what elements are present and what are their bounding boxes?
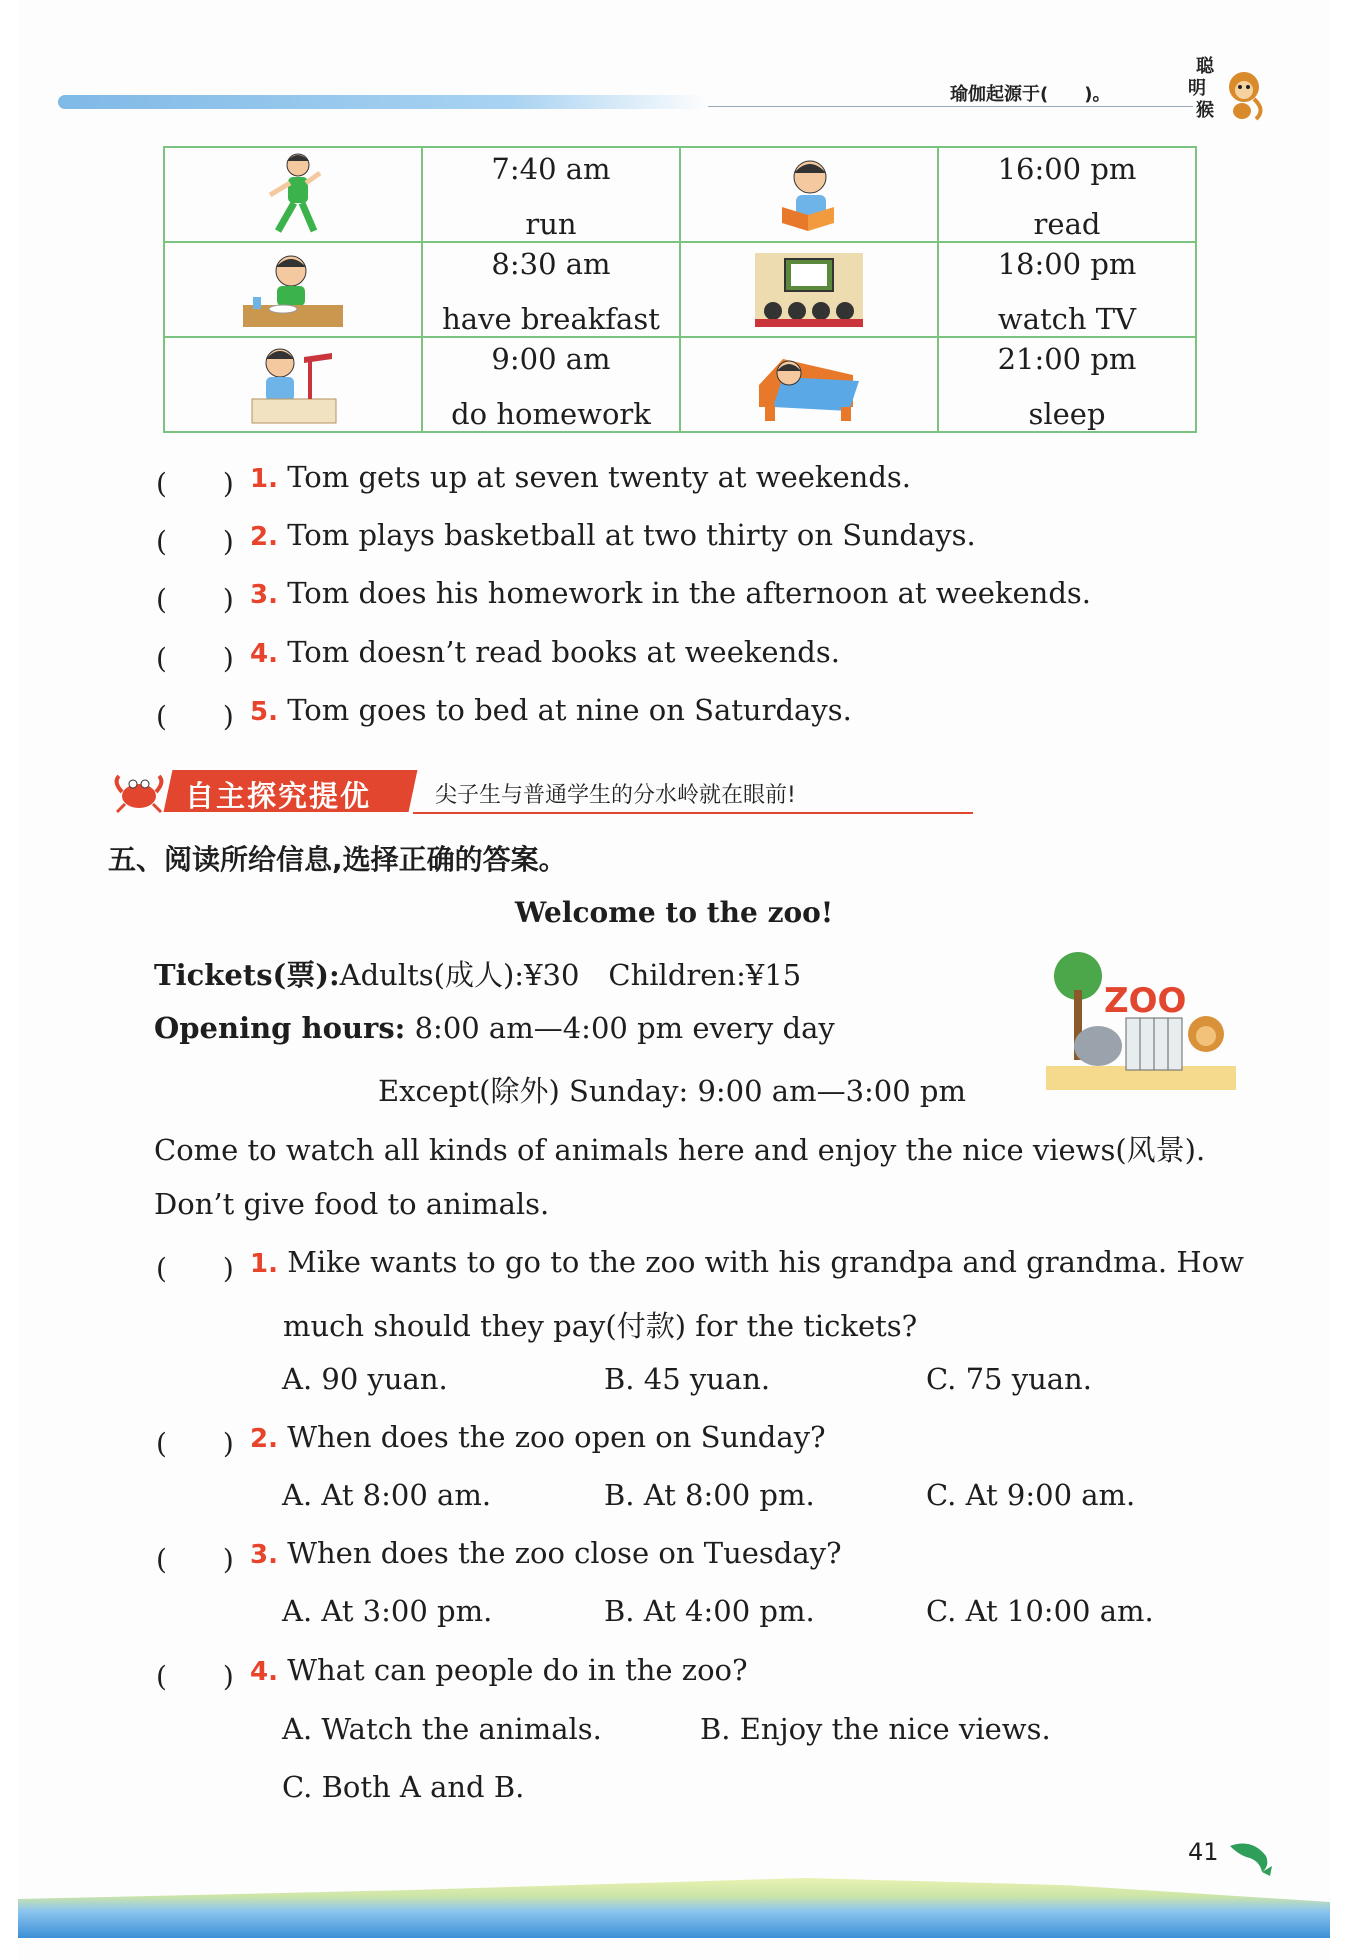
schedule-activity: have breakfast [442,302,660,336]
question-text: Tom goes to bed at nine on Saturdays. [287,693,852,727]
tickets-label: Tickets(票): [154,958,340,992]
schedule-picture-cell [680,147,938,242]
zoo-sign-text: ZOO [1104,981,1187,1021]
option-b[interactable]: B. Enjoy the nice views. [700,1712,1051,1746]
judge-question [250,518,976,552]
question-number: 3. [250,580,278,610]
header-question: 瑜伽起源于( )。 [950,84,1111,105]
banner-underline [413,812,973,814]
answer-blank[interactable]: ( ) [156,583,234,616]
answer-blank[interactable]: ( ) [156,1427,234,1460]
schedule-activity: watch TV [997,302,1137,336]
question-text: Tom doesn’t read books at weekends. [287,635,840,669]
question-text: Tom gets up at seven twenty at weekends. [287,460,911,494]
answer-blank[interactable]: ( ) [156,642,234,675]
dolphin-icon [1226,1836,1276,1876]
logo-char: 聪 [1196,56,1214,77]
header-rule [708,106,1193,107]
schedule-time: 9:00 am [491,342,611,376]
logo-char: 明 [1188,78,1206,99]
question-text: Tom does his homework in the afternoon at weekends. [287,576,1091,610]
mc-question [250,1653,748,1687]
schedule-time: 21:00 pm [997,342,1137,376]
schedule-cell [422,337,680,432]
question-number: 4. [250,639,278,669]
zoo-gate-icon [1046,950,1236,1090]
option-a[interactable]: A. At 8:00 am. [282,1478,492,1512]
question-number: 1. [250,464,278,494]
question-text-cont: much should they pay(付款) for the tickets? [283,1309,918,1343]
question-number: 4. [250,1657,278,1687]
sleeping-boy-icon [753,345,865,425]
hours-line [154,1011,835,1045]
question-number: 3. [250,1540,278,1570]
schedule-activity: sleep [1028,397,1106,431]
question-text: Mike wants to go to the zoo with his grandpa and grandma. How [287,1245,1244,1279]
question-text: When does the zoo open on Sunday? [287,1420,826,1454]
schedule-picture-cell [680,337,938,432]
monkey-logo-icon [1188,55,1268,125]
answer-blank[interactable]: ( ) [156,700,234,733]
question-number: 5. [250,697,278,727]
notice-line: Come to watch all kinds of animals here and enjoy the nice views(风景). [154,1133,1206,1167]
worksheet-page [18,0,1330,1960]
answer-blank[interactable]: ( ) [156,1660,234,1693]
schedule-table [163,146,1197,433]
schedule-picture-cell [164,337,422,432]
answer-blank[interactable]: ( ) [156,1252,234,1285]
question-number: 2. [250,1424,278,1454]
question-text: What can people do in the zoo? [287,1653,748,1687]
hours-label: Opening hours: [154,1011,406,1045]
mc-question [250,1245,1244,1279]
footer-band [18,1878,1330,1938]
page-number: 41 [1188,1838,1219,1866]
running-boy-icon [258,151,328,239]
banner-subtitle: 尖子生与普通学生的分水岭就在眼前! [435,783,796,808]
schedule-activity: do homework [451,397,651,431]
schedule-cell [422,242,680,337]
option-a[interactable]: A. 90 yuan. [282,1362,448,1396]
logo-char: 猴 [1196,100,1214,121]
question-text: When does the zoo close on Tuesday? [287,1536,842,1570]
answer-blank[interactable]: ( ) [156,467,234,500]
question-text: Tom plays basketball at two thirty on Sundays. [287,518,976,552]
watching-tv-icon [751,249,867,331]
header-band [58,95,708,109]
option-a[interactable]: A. Watch the animals. [282,1712,602,1746]
judge-question [250,635,840,669]
schedule-activity: read [1033,207,1101,241]
schedule-time: 8:30 am [491,247,611,281]
homework-boy-icon [248,343,338,427]
notice-line: Don’t give food to animals. [154,1187,550,1221]
question-number: 2. [250,522,278,552]
reading-boy-icon [774,155,844,235]
judge-question [250,693,852,727]
answer-blank[interactable]: ( ) [156,525,234,558]
schedule-activity: run [525,207,577,241]
schedule-cell [938,337,1196,432]
option-b[interactable]: B. 45 yuan. [604,1362,771,1396]
option-a[interactable]: A. At 3:00 pm. [282,1594,493,1628]
question-number: 1. [250,1249,278,1279]
section-title: 五、阅读所给信息,选择正确的答案。 [108,843,567,876]
breakfast-boy-icon [241,249,345,331]
schedule-row [164,147,1196,242]
schedule-row [164,242,1196,337]
answer-blank[interactable]: ( ) [156,1543,234,1576]
schedule-time: 16:00 pm [997,152,1137,186]
crab-icon [113,770,165,814]
option-c[interactable]: C. Both A and B. [282,1770,525,1804]
monkey-icon [1188,55,1268,125]
mc-question [250,1536,842,1570]
notice-title: Welcome to the zoo! [514,896,834,929]
except-line: Except(除外) Sunday: 9:00 am—3:00 pm [378,1074,966,1108]
tickets-value: Adults(成人):¥30 Children:¥15 [339,958,802,992]
option-b[interactable]: B. At 4:00 pm. [604,1594,815,1628]
schedule-cell [938,147,1196,242]
option-c[interactable]: C. At 10:00 am. [926,1594,1154,1628]
option-b[interactable]: B. At 8:00 pm. [604,1478,815,1512]
schedule-picture-cell [164,147,422,242]
option-c[interactable]: C. At 9:00 am. [926,1478,1136,1512]
judge-question [250,460,911,494]
schedule-picture-cell [680,242,938,337]
banner-title: 自主探究提优 [185,779,372,813]
schedule-time: 18:00 pm [997,247,1137,281]
tickets-line [154,953,801,994]
schedule-cell [938,242,1196,337]
mc-question [250,1420,826,1454]
schedule-row [164,337,1196,432]
judge-question [250,576,1091,610]
hours-value: 8:00 am—4:00 pm every day [414,1011,835,1045]
schedule-picture-cell [164,242,422,337]
schedule-cell [422,147,680,242]
schedule-time: 7:40 am [491,152,611,186]
option-c[interactable]: C. 75 yuan. [926,1362,1092,1396]
